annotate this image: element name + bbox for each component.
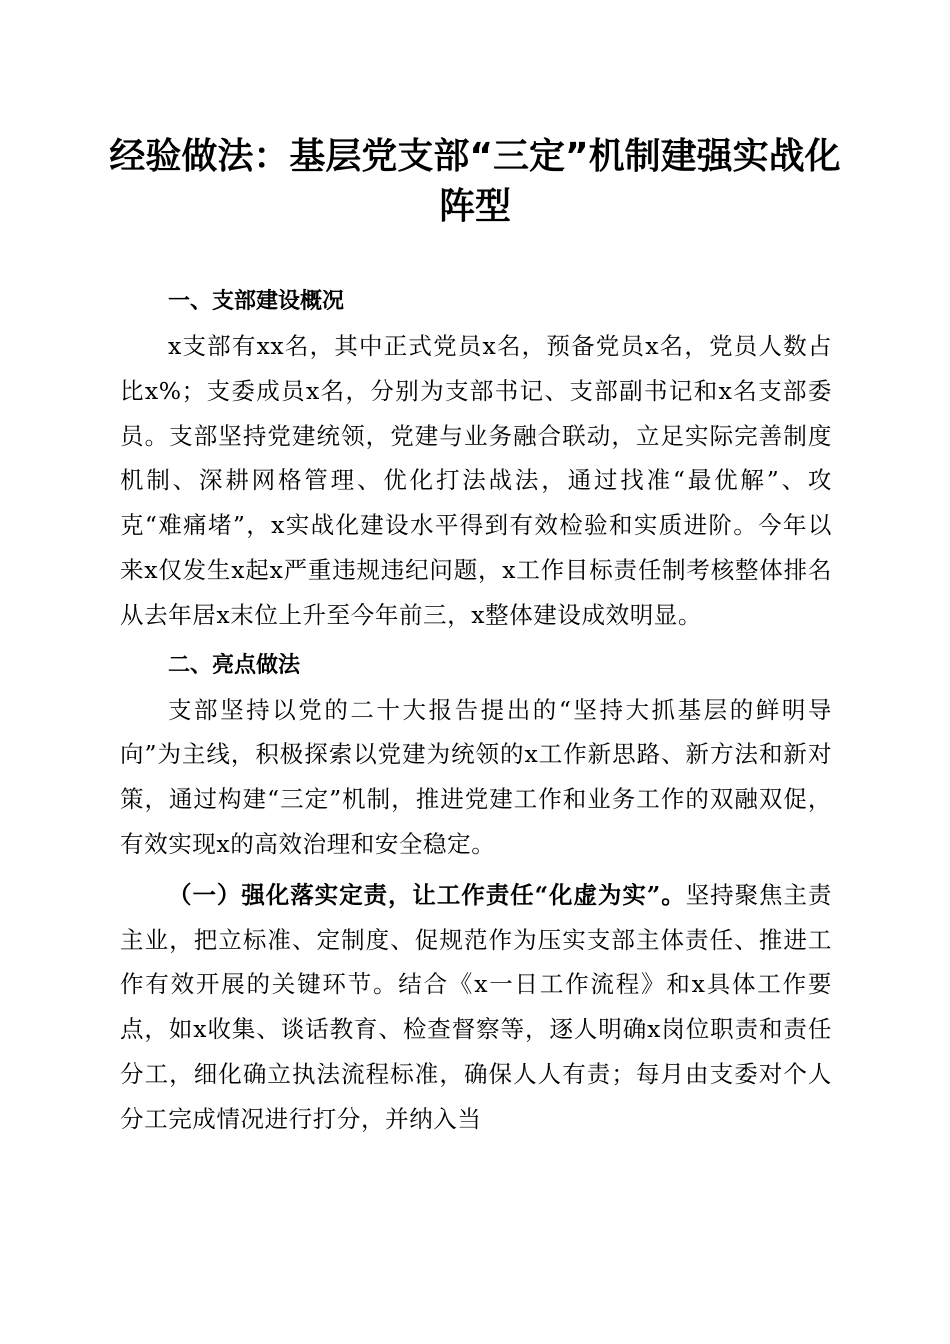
section-1-heading: 一、支部建设概况 [168, 289, 345, 314]
document-body [120, 280, 832, 1142]
section-2-heading: 二、亮点做法 [168, 652, 301, 678]
item-1-text: 坚持聚焦主责主业，把立标准、定制度、促规范作为压实支部主体责任、推进工作有效开展的关键环节。结合《x一日工作流程》和x具体工作要点，如x收集、谈话教育、检查督察等，逐人明确x岗位职责和责任分工，细化确立执法流程标准，确保人人有责；每月由支委对个人分工完成情况进行打分，并纳入当 [120, 880, 832, 1133]
document-title: 经验做法：基层党支部“三定”机制建强实战化阵型 [109, 136, 841, 227]
item-1-lead: （一）强化落实定责，让工作责任“化虚为实”。 [168, 880, 686, 909]
section-1-paragraph: x支部有xx名，其中正式党员x名，预备党员x名，党员人数占比x%；支委成员x名，分别为支部书记、支部副书记和x名支部委员。支部坚持党建统领，党建与业务融合联动，立足实际完善制度机制、深耕网格管理、优化打法战法，通过找准“最优解”、攻克“难痛堵”，x实战化建设水平得到有效检验和实质进阶。今年以来x仅发生x起x严重违规违纪问题，x工作目标责任制考核整体排名从去年居x末位上升至今年前三，x整体建设成效明显。 [120, 332, 832, 629]
section-2-paragraph: 支部坚持以党的二十大报告提出的“坚持大抓基层的鲜明导向”为主线，积极探索以党建为统领的x工作新思路、新方法和新对策，通过构建“三定”机制，推进党建工作和业务工作的双融双促，有效实现x的高效治理和安全稳定。 [120, 695, 832, 858]
item-1-paragraph [120, 873, 832, 1142]
